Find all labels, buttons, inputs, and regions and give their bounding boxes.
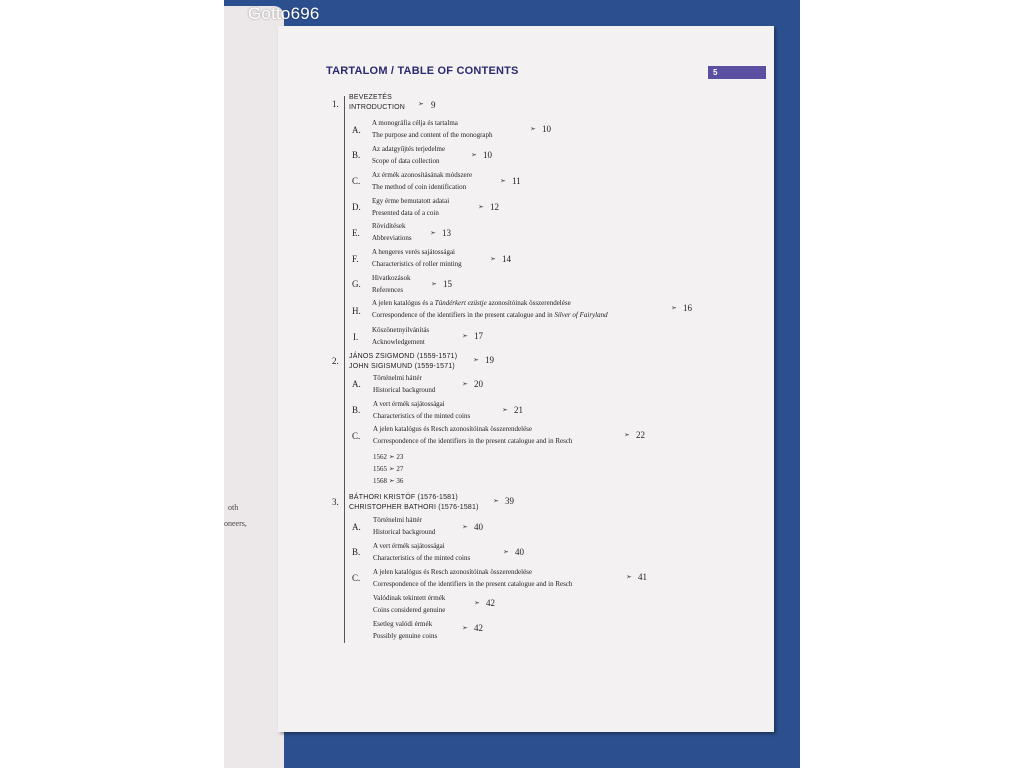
- arrow-icon: ➣: [474, 599, 480, 607]
- item-page: 10: [542, 124, 551, 134]
- item-title-en: Historical background: [373, 528, 436, 536]
- year-page: 23: [396, 453, 404, 461]
- item-letter: F.: [352, 254, 359, 264]
- year-entry: [373, 463, 403, 475]
- year-entry: [373, 451, 403, 463]
- item-letter: B.: [352, 547, 361, 557]
- section-title-hu: BEVEZETÉS: [349, 94, 393, 101]
- arrow-icon: ➣: [530, 125, 536, 133]
- section-title-en: JOHN SIGISMUND (1559-1571): [349, 363, 455, 370]
- arrow-icon: ➣: [388, 465, 395, 473]
- item-letter: D.: [352, 202, 361, 212]
- item-letter: B.: [352, 150, 361, 160]
- arrow-icon: ➣: [431, 280, 437, 288]
- item-title-hu: Egy érme bemutatott adatai: [372, 197, 450, 205]
- item-page: 41: [638, 572, 647, 582]
- item-page: 13: [442, 228, 451, 238]
- item-letter: A.: [352, 522, 361, 532]
- item-letter: C.: [352, 431, 361, 441]
- page-number: 5: [713, 68, 718, 77]
- item-title-hu: Hivatkozások: [372, 274, 411, 282]
- section-number: 1.: [332, 99, 339, 109]
- italic-title: Silver of Fairyland: [554, 311, 608, 319]
- left-facing-page: [224, 6, 284, 768]
- item-title-en: Coins considered genuine: [373, 606, 446, 614]
- left-page-fragment: oth: [228, 503, 239, 512]
- item-page: 17: [474, 331, 483, 341]
- section-title-en: INTRODUCTION: [349, 104, 406, 111]
- item-letter: A.: [352, 379, 361, 389]
- item-page: 21: [514, 405, 523, 415]
- item-title-hu: Köszönetnyilvánítás: [372, 326, 430, 334]
- year: 1568: [373, 477, 387, 485]
- item-letter: G.: [352, 279, 361, 289]
- item-page: 40: [474, 522, 483, 532]
- item-letter: A.: [352, 125, 361, 135]
- item-letter: C.: [352, 573, 361, 583]
- left-page-fragment: oneers,: [224, 519, 247, 528]
- arrow-icon: ➣: [500, 177, 506, 185]
- arrow-icon: ➣: [418, 100, 424, 108]
- item-title-hu: A hengeres verés sajátosságai: [372, 248, 455, 256]
- item-page: 15: [443, 279, 452, 289]
- item-title-en: The purpose and content of the monograph: [372, 131, 493, 139]
- arrow-icon: ➣: [503, 548, 509, 556]
- section-page: 19: [485, 355, 494, 365]
- item-title-hu: Az érmék azonosításának módszere: [372, 171, 473, 179]
- arrow-icon: ➣: [490, 255, 496, 263]
- arrow-icon: ➣: [478, 203, 484, 211]
- item-title-en: Characteristics of roller minting: [372, 260, 462, 268]
- item-letter: C.: [352, 176, 361, 186]
- item-title-hu: A jelen katalógus és Resch azonosítóinak összerendelése: [373, 425, 533, 433]
- item-page: 11: [512, 176, 521, 186]
- section-number: 3.: [332, 497, 339, 507]
- item-title-hu: Esetleg valódi érmék: [373, 620, 433, 628]
- item-title-en: References: [372, 286, 404, 294]
- item-title-en: Correspondence of the identifiers in the present catalogue and in Resch: [373, 437, 573, 445]
- item-title-hu: A monográfia célja és tartalma: [372, 119, 458, 127]
- arrow-icon: ➣: [462, 380, 468, 388]
- item-title-hu: Valódinak tekintett érmék: [373, 594, 446, 602]
- arrow-icon: ➣: [624, 431, 630, 439]
- item-title-hu: A jelen katalógus és Resch azonosítóinak összerendelése: [373, 568, 533, 576]
- item-title-en: Correspondence of the identifiers in the present catalogue and in Resch: [373, 580, 573, 588]
- toc-rule: [344, 96, 345, 643]
- section-page: 39: [505, 496, 514, 506]
- item-letter: H.: [352, 306, 361, 316]
- item-title-hu: Rövidítések: [372, 222, 406, 230]
- item-page: 22: [636, 430, 645, 440]
- section-page: 9: [431, 100, 436, 110]
- page-title: TARTALOM / TABLE OF CONTENTS: [326, 65, 519, 77]
- item-page: 12: [490, 202, 499, 212]
- section-title-en: CHRISTOPHER BATHORI (1576-1581): [349, 504, 479, 511]
- item-page: 42: [474, 623, 483, 633]
- item-page: 14: [502, 254, 511, 264]
- year-entry: [373, 475, 403, 487]
- arrow-icon: ➣: [462, 523, 468, 531]
- item-letter: I.: [353, 332, 359, 342]
- arrow-icon: ➣: [430, 229, 436, 237]
- item-title-en: Historical background: [373, 386, 436, 394]
- arrow-icon: ➣: [473, 356, 479, 364]
- section-number: 2.: [332, 356, 339, 366]
- arrow-icon: ➣: [626, 573, 632, 581]
- item-title-en: Characteristics of the minted coins: [373, 554, 471, 562]
- arrow-icon: ➣: [388, 453, 395, 461]
- item-title-en: Acknowledgement: [372, 338, 425, 346]
- item-title-en: The method of coin identification: [372, 183, 467, 191]
- arrow-icon: ➣: [462, 624, 468, 632]
- item-page: 10: [483, 150, 492, 160]
- arrow-icon: ➣: [493, 497, 499, 505]
- italic-title: Tündérkert ezüstje: [434, 299, 487, 307]
- item-title-en: Presented data of a coin: [372, 209, 439, 217]
- arrow-icon: ➣: [388, 477, 395, 485]
- arrow-icon: ➣: [671, 304, 677, 312]
- item-title-en: Scope of data collection: [372, 157, 440, 165]
- item-title-hu: Történelmi háttér: [373, 374, 422, 382]
- item-title-en: Correspondence of the identifiers in the present catalogue and in Silver of Fairyland: [372, 311, 608, 319]
- item-title-en: Characteristics of the minted coins: [373, 412, 471, 420]
- arrow-icon: ➣: [502, 406, 508, 414]
- arrow-icon: ➣: [462, 332, 468, 340]
- page-number-bar: [708, 66, 766, 79]
- item-page: 40: [515, 547, 524, 557]
- item-title-hu: Történelmi háttér: [373, 516, 422, 524]
- section-title-hu: BÁTHORI KRISTÓF (1576-1581): [349, 494, 458, 501]
- item-title-en: Possibly genuine coins: [373, 632, 438, 640]
- watermark: Gotto696: [248, 4, 320, 23]
- year-page: 27: [396, 465, 404, 473]
- year: 1562: [373, 453, 387, 461]
- item-title-en: Abbreviations: [372, 234, 412, 242]
- arrow-icon: ➣: [471, 151, 477, 159]
- item-letter: B.: [352, 405, 361, 415]
- item-title-hu: A vert érmék sajátosságai: [373, 542, 445, 550]
- item-page: 42: [486, 598, 495, 608]
- item-title-hu: A jelen katalógus és a Tündérkert ezüstje azonosítóinak összerendelése: [372, 299, 571, 307]
- item-title-hu: Az adatgyűjtés terjedelme: [372, 145, 446, 153]
- year-page: 36: [396, 477, 404, 485]
- year: 1565: [373, 465, 387, 473]
- item-page: 16: [683, 303, 692, 313]
- item-letter: E.: [352, 228, 360, 238]
- item-page: 20: [474, 379, 483, 389]
- section-title-hu: JÁNOS ZSIGMOND (1559-1571): [349, 353, 458, 360]
- item-title-hu: A vert érmék sajátosságai: [373, 400, 445, 408]
- document-page: [278, 26, 774, 732]
